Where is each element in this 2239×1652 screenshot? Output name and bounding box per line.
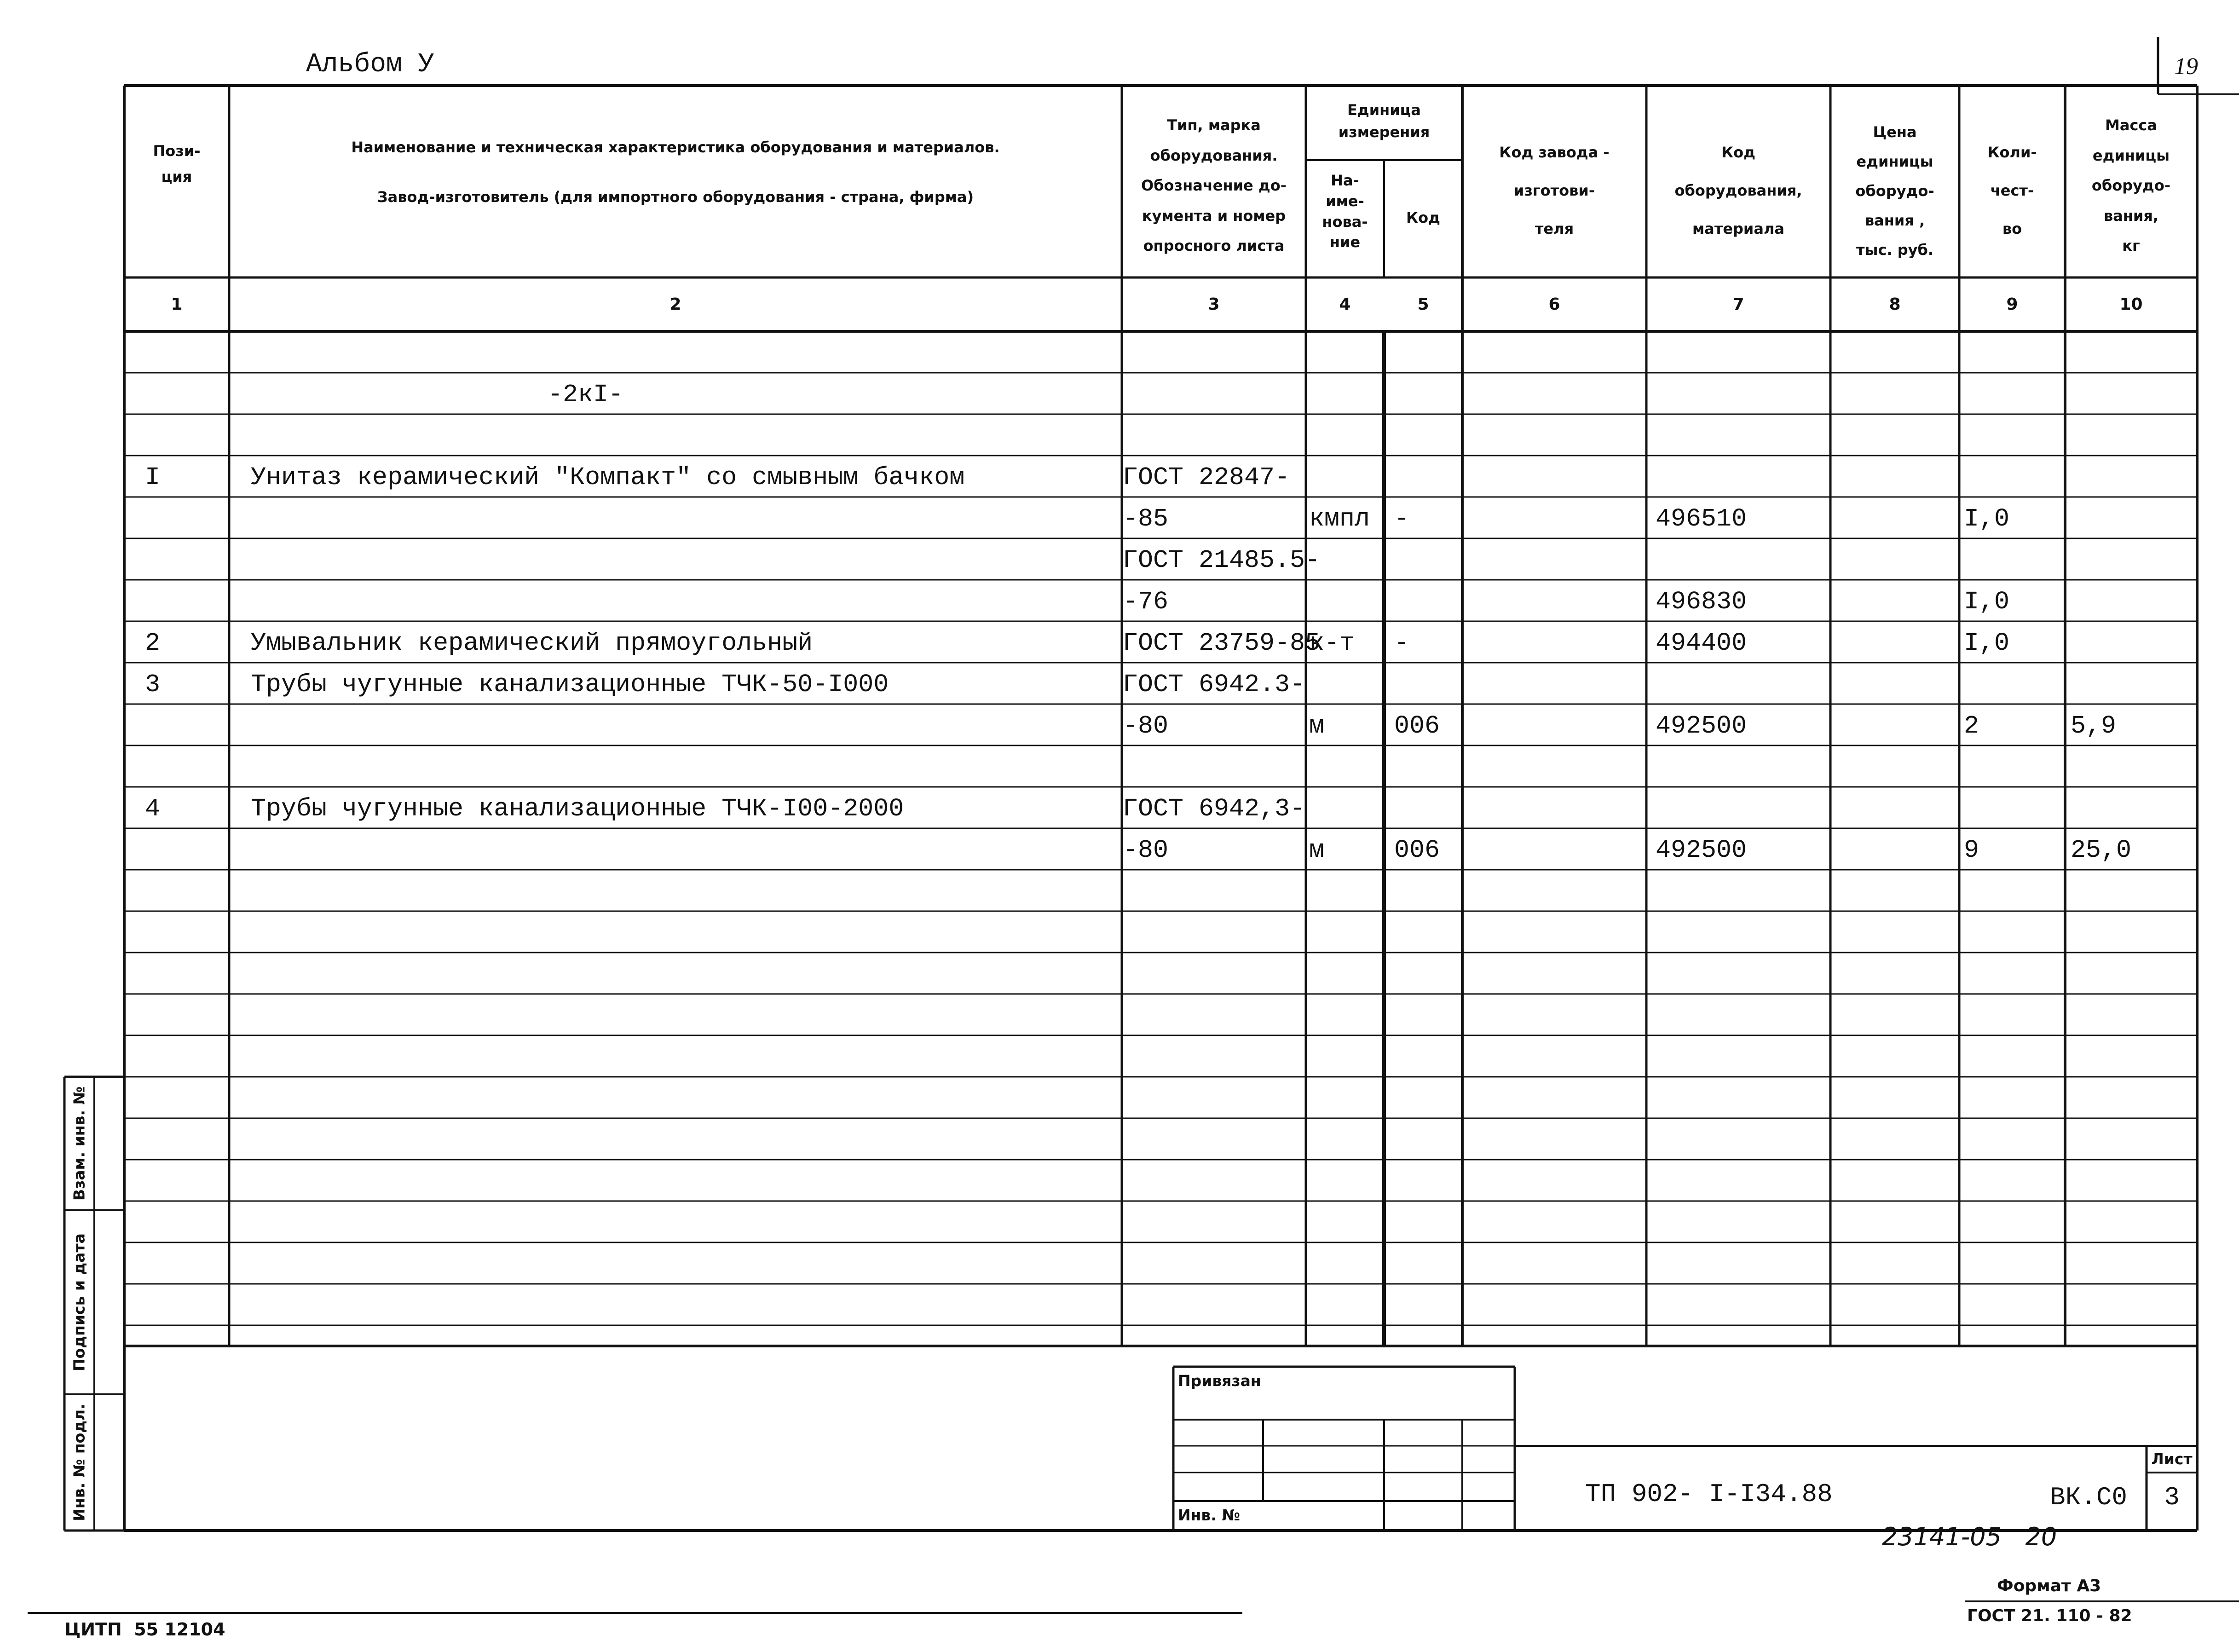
cell-quantity: 9 (1964, 836, 1979, 865)
cell-unit-code: 006 (1394, 836, 1440, 865)
cell-equipment-code: 496830 (1656, 587, 1747, 616)
album-title: Альбом У (306, 50, 434, 80)
cell-position: 4 (145, 794, 161, 823)
header-equipment-code: Код оборудования, материала (1674, 144, 1802, 238)
cell-unit-name: кмпл (1309, 504, 1370, 533)
column-number: 4 (1339, 295, 1351, 314)
header-unit-name: На- име- нова- ние (1322, 172, 1368, 251)
column-number: 5 (1417, 295, 1429, 314)
format-label: Формат А3 (1997, 1577, 2101, 1595)
table-row (0, 331, 2239, 373)
header-unit-group: Единица измерения (1338, 101, 1430, 141)
header-quantity: Коли- чест- во (1987, 144, 2037, 238)
cell-position: 2 (145, 629, 161, 658)
table-row (0, 621, 2239, 663)
table-row (0, 456, 2239, 497)
cell-document: ГОСТ 6942.3- (1123, 670, 1305, 699)
column-number: 2 (669, 295, 681, 314)
cell-quantity: I,0 (1964, 629, 2010, 658)
cell-quantity: I,0 (1964, 587, 2010, 616)
header-mass: Масса единицы оборудо- вания, кг (2091, 116, 2171, 255)
column-number: 9 (2006, 295, 2018, 314)
archive-number: 23141-05 20 (1882, 1522, 2057, 1551)
cell-name: Умывальник керамический прямоугольный (251, 629, 813, 658)
cell-document: -76 (1123, 587, 1169, 616)
sheet-label: Лист (2151, 1450, 2193, 1468)
cell-position: 3 (145, 670, 161, 699)
cell-document: ГОСТ 23759-85 (1123, 629, 1321, 658)
header-factory-code: Код завода - изготови- теля (1499, 144, 1610, 238)
header-name-line1: Наименование и техническая характеристика оборудования и материалов. (351, 139, 1000, 156)
header-price: Цена единицы оборудо- вания , тыс. руб. (1855, 123, 1934, 259)
column-number: 6 (1548, 295, 1560, 314)
cell-quantity: I,0 (1964, 504, 2010, 533)
cell-document: -80 (1123, 711, 1169, 740)
cell-equipment-code: 492500 (1656, 711, 1747, 740)
column-number: 1 (171, 295, 183, 314)
cell-document: ГОСТ 6942,3- (1123, 794, 1305, 823)
cell-equipment-code: 492500 (1656, 836, 1747, 865)
cell-name: -2кI- (548, 380, 624, 409)
printer-mark: ЦИТП 55 12104 (64, 1619, 225, 1640)
header-name-line2: Завод-изготовитель (для импортного оборудования - страна, фирма) (377, 188, 974, 206)
header-position: Пози- ция (153, 142, 201, 185)
cell-unit-name: м (1309, 711, 1325, 740)
cell-unit-code: - (1394, 629, 1410, 658)
cell-name: Унитаз керамический "Компакт" со смывным бачком (251, 463, 965, 492)
cell-name: Трубы чугунные канализационные ТЧК-I00-2000 (251, 794, 904, 823)
sheet-number: 3 (2164, 1483, 2180, 1512)
cell-unit-code: 006 (1394, 711, 1440, 740)
cell-document: -85 (1123, 504, 1169, 533)
table-row (0, 580, 2239, 621)
cell-equipment-code: 494400 (1656, 629, 1747, 658)
table-row (0, 373, 2239, 414)
stamp-signature-date: Подпись и дата (70, 1233, 88, 1371)
cell-quantity: 2 (1964, 711, 1979, 740)
table-row (0, 538, 2239, 580)
cell-unit-name: м (1309, 836, 1325, 865)
document-section: ВК.С0 (2050, 1483, 2128, 1512)
stamp-vzam-inv: Взам. инв. № (70, 1086, 88, 1201)
cell-name: Трубы чугунные канализационные ТЧК-50-I000 (251, 670, 889, 699)
cell-mass: 5,9 (2071, 711, 2117, 740)
cell-unit-code: - (1394, 504, 1410, 533)
cell-document: ГОСТ 22847- (1123, 463, 1290, 492)
table-row (0, 663, 2239, 704)
table-row (0, 745, 2239, 787)
gost-standard: ГОСТ 21. 110 - 82 (1967, 1606, 2132, 1625)
cell-mass: 25,0 (2071, 836, 2132, 865)
stamp-inv-podl: Инв. № подл. (70, 1404, 88, 1521)
table-row (0, 787, 2239, 828)
cell-position: I (145, 463, 161, 492)
privyazan-label: Привязан (1178, 1372, 1261, 1390)
table-row (0, 497, 2239, 538)
header-type: Тип, марка оборудования. Обозначение до- кумента и номер опросного листа (1141, 116, 1287, 255)
table-row (0, 414, 2239, 456)
cell-equipment-code: 496510 (1656, 504, 1747, 533)
table-row (0, 828, 2239, 870)
document-designation: ТП 902- I-I34.88 (1585, 1479, 1833, 1509)
column-number: 3 (1208, 295, 1220, 314)
cell-unit-name: к-т (1309, 629, 1355, 658)
header-unit-code: Код (1406, 209, 1440, 226)
inv-number-label: Инв. № (1178, 1506, 1241, 1524)
column-number: 10 (2119, 295, 2143, 314)
column-number: 7 (1732, 295, 1744, 314)
cell-document: -80 (1123, 836, 1169, 865)
page-number: 19 (2174, 53, 2198, 80)
cell-document: ГОСТ 21485.5- (1123, 546, 1321, 575)
column-number: 8 (1889, 295, 1901, 314)
table-row (0, 704, 2239, 745)
